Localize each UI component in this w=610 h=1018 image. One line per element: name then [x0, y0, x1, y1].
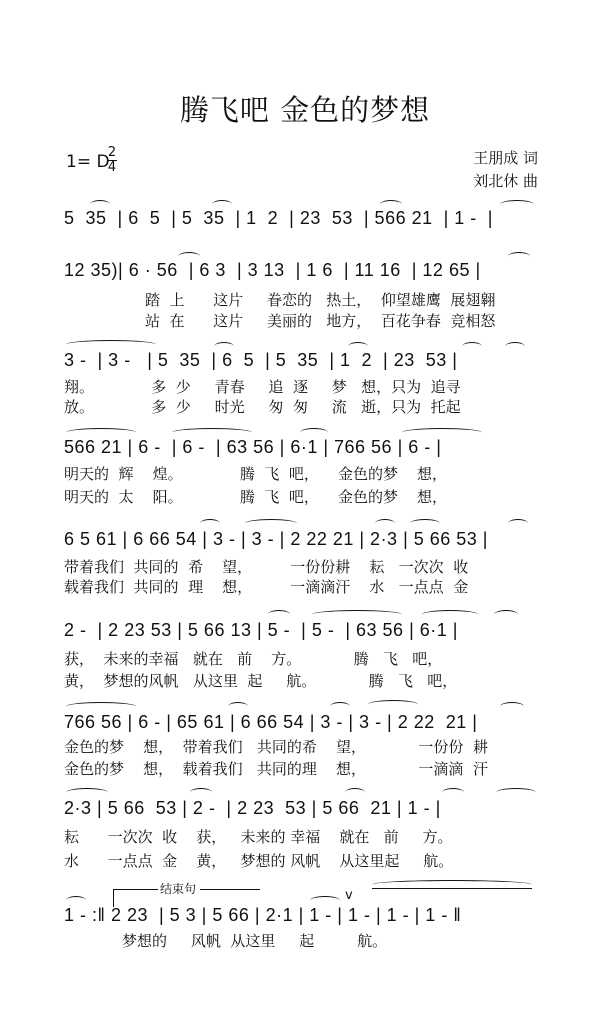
slur	[500, 200, 534, 209]
lyric-verse-1-row-4: 明天的 辉 煌。 腾 飞 吧， 金色的梦 想，	[64, 465, 448, 483]
notes-row-2: 12 35)| 6 · 56 | 6 3 | 3 13 | 1 6 | 11 16 | 12 65 |	[64, 260, 481, 280]
notes-row-9: 1 - :‖ 2 23 | 5 3 | 5 66 | 2·1 | 1 - | 1 - | 1 - | 1 - ‖	[64, 905, 462, 925]
lyric-verse-1-row-7: 金色的梦 想， 带着我们 共同的希 望， 一份份 耕	[64, 738, 488, 756]
slur	[200, 519, 220, 528]
slur	[368, 700, 418, 709]
slur	[422, 610, 478, 619]
lyric-verse-2-row-3: 放。 多 少 时光 匆 匆 流 逝，只为 托起	[64, 398, 461, 416]
score-row-8	[64, 798, 441, 819]
ending-bracket-line	[200, 889, 260, 890]
notes-row-4: 566 21 | 6 - | 6 - | 63 56 | 6·1 | 766 56 | 6 - |	[64, 437, 442, 457]
slur	[442, 788, 464, 797]
lyric-verse-2-row-5: 载着我们 共同的 理 想， 一滴滴汗 水 一点点 金	[64, 578, 469, 596]
slur	[228, 702, 248, 711]
slur	[212, 200, 232, 209]
slur	[348, 342, 368, 351]
slur	[190, 788, 212, 797]
slur	[494, 610, 518, 619]
lyric-ending: 梦想的 风帆 从这里 起 航。	[122, 932, 388, 950]
notes-row-5: 6 5 61 | 6 66 54 | 3 - | 3 - | 2 22 21 | 2·3 | 5 66 53 |	[64, 529, 488, 549]
score-row-6	[64, 620, 458, 641]
slur	[214, 342, 234, 351]
slur	[375, 519, 395, 528]
score-row-4	[64, 437, 441, 458]
slur	[402, 428, 482, 437]
slur	[90, 200, 110, 209]
key-signature: 1= D	[66, 152, 110, 172]
slur	[312, 610, 402, 619]
lyric-verse-2-row-4: 明天的 太 阳。 腾 飞 吧， 金色的梦 想，	[64, 488, 448, 506]
notes-row-3: 3 - | 3 - | 5 35 | 6 5 | 5 35 | 1 2 | 23 53 |	[64, 350, 458, 370]
slur	[330, 702, 350, 711]
score-row-3	[64, 350, 457, 371]
slur	[410, 519, 440, 528]
score-row-9	[64, 905, 461, 926]
ending-bracket-line	[113, 889, 158, 890]
slur	[245, 519, 297, 528]
lyric-verse-2-row-7: 金色的梦 想， 载着我们 共同的理 想， 一滴滴 汗	[64, 760, 488, 778]
lyric-verse-1-row-5: 带着我们 共同的 希 望， 一份份耕 耘 一次次 收	[64, 558, 469, 576]
notes-row-7: 766 56 | 6 - | 65 61 | 6 66 54 | 3 - | 3 - | 2 22 21 |	[64, 712, 478, 732]
slur	[508, 252, 530, 261]
notes-row-8: 2·3 | 5 66 53 | 2 - | 2 23 53 | 5 66 21 | 1 - |	[64, 798, 441, 818]
slur	[380, 200, 402, 209]
slur	[66, 896, 86, 905]
composer-credit: 刘北休 曲	[473, 172, 538, 190]
slur	[345, 788, 365, 797]
lyric-verse-2-row-2: 站 在 这片 美丽的 地方， 百花争春 竞相怒	[145, 312, 496, 330]
breath-mark: v	[345, 888, 353, 903]
slur	[310, 896, 340, 905]
slur	[462, 342, 482, 351]
score-row-2	[64, 260, 481, 281]
lyricist-credit: 王朋成 词	[473, 149, 538, 167]
lyric-verse-1-row-8: 耘 一次次 收 获， 未来的 幸福 就在 前 方。	[64, 828, 453, 846]
slur	[300, 428, 328, 437]
lyric-verse-1-row-3: 翔。 多 少 青春 追 逐 梦 想，只为 追寻	[64, 378, 461, 396]
lyric-verse-2-row-6: 黄， 梦想的风帆 从这里 起 航。 腾 飞 吧，	[64, 672, 458, 690]
slur	[500, 702, 524, 711]
slur	[505, 342, 525, 351]
score-row-7	[64, 712, 477, 733]
lyric-verse-1-row-2: 踏 上 这片 眷恋的 热土， 仰望雄鹰 展翅翱	[145, 291, 496, 309]
time-numerator: 2	[107, 145, 117, 160]
slur	[66, 340, 156, 349]
fermata-line	[372, 888, 532, 889]
ending-bracket-label: 结束句	[160, 882, 197, 896]
lyric-verse-1-row-6: 获， 未来的幸福 就在 前 方。 腾 飞 吧，	[64, 650, 443, 668]
song-title: 腾飞吧 金色的梦想	[179, 93, 431, 127]
lyric-verse-2-row-8: 水 一点点 金 黄， 梦想的 风帆 从这里起 航。	[64, 852, 454, 870]
slur	[178, 252, 200, 261]
time-denominator: 4	[107, 160, 117, 175]
slur	[66, 428, 136, 437]
slur	[66, 702, 136, 711]
slur	[66, 788, 108, 797]
slur	[268, 610, 290, 619]
notes-row-1: 5 35 | 6 5 | 5 35 | 1 2 | 23 53 | 566 21 | 1 - |	[64, 208, 493, 228]
score-row-5	[64, 529, 488, 550]
slur	[496, 788, 536, 797]
notes-row-6: 2 - | 2 23 53 | 5 66 13 | 5 - | 5 - | 63 56 | 6·1 |	[64, 620, 458, 640]
slur	[508, 519, 528, 528]
time-signature	[106, 146, 118, 175]
slur	[172, 428, 252, 437]
score-row-1	[64, 208, 493, 229]
